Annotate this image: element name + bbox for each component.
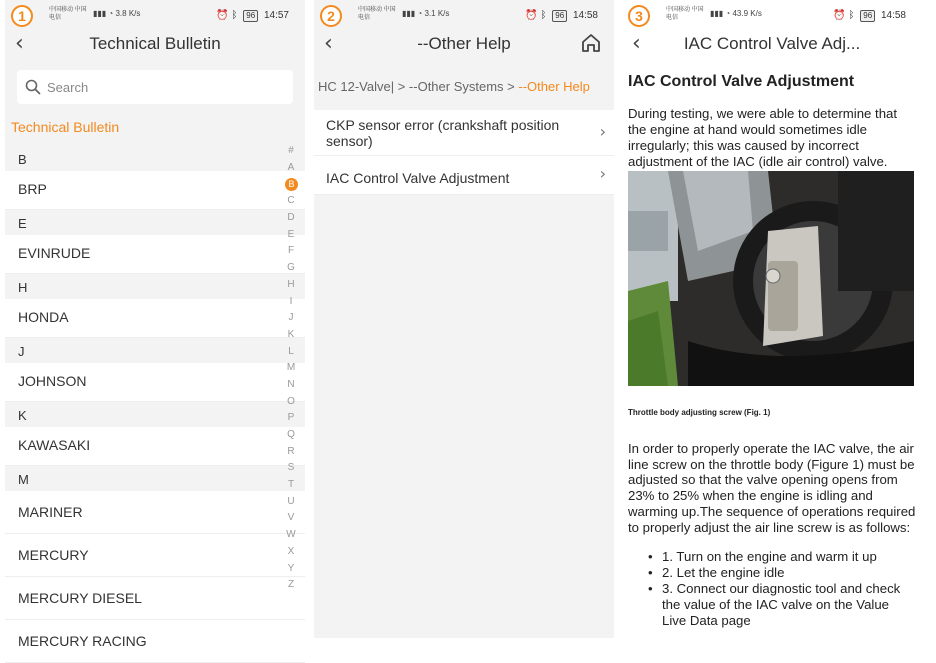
page-title: IAC Control Valve Adj... — [683, 34, 861, 53]
nav-bar — [622, 32, 922, 58]
help-item[interactable] — [314, 156, 614, 195]
article-body — [622, 60, 922, 629]
alphabet-letter[interactable]: Q — [287, 429, 295, 440]
alphabet-letter[interactable]: C — [287, 195, 295, 207]
group-header: M — [5, 466, 305, 491]
breadcrumb-path[interactable]: HC 12-Valve| > --Other Systems > — [318, 79, 519, 94]
group-header: K — [5, 402, 305, 427]
alarm-icon: ⏰ — [833, 10, 846, 21]
article-title: IAC Control Valve Adjustment — [628, 73, 855, 90]
brand-item[interactable]: HONDA — [5, 299, 305, 338]
brand-item[interactable]: MARINER — [5, 491, 305, 534]
status-bar — [622, 0, 922, 32]
clock-time: 14:57 — [263, 10, 289, 21]
clock-time: 14:58 — [880, 10, 906, 21]
alphabet-letter[interactable]: G — [287, 262, 295, 274]
status-bar — [5, 0, 305, 32]
carrier-text: 中国移动 中国电信 — [358, 7, 396, 21]
alphabet-letter[interactable]: Y — [287, 562, 295, 574]
help-item-label: CKP sensor error (crankshaft position sensor) — [326, 117, 560, 149]
alphabet-letter[interactable]: U — [287, 495, 295, 507]
brand-item[interactable]: MERCURY — [5, 534, 305, 577]
alphabet-letter[interactable]: V — [287, 512, 295, 524]
signal-speed — [93, 9, 140, 18]
back-arrow-icon[interactable]: ‹ — [632, 31, 641, 56]
brand-list — [5, 146, 305, 663]
alphabet-letter[interactable]: S — [287, 462, 295, 474]
group-header: E — [5, 210, 305, 235]
brand-item[interactable]: KAWASAKI — [5, 427, 305, 466]
carrier-text: 中国移动 中国电信 — [666, 7, 704, 21]
alphabet-letter[interactable]: I — [289, 295, 293, 307]
bluetooth-icon: ᛒ — [231, 10, 238, 21]
help-list — [314, 110, 614, 195]
search-placeholder: Search — [47, 80, 89, 95]
section-title: Technical Bulletin — [11, 119, 120, 135]
step-badge: 2 — [320, 5, 342, 27]
breadcrumb-current: --Other Help — [518, 79, 590, 94]
nav-bar — [5, 32, 305, 58]
alphabet-letter[interactable]: H — [287, 278, 295, 290]
alphabet-letter[interactable]: P — [287, 412, 295, 424]
search-input[interactable] — [17, 70, 293, 104]
clock-time: 14:58 — [572, 10, 598, 21]
alphabet-letter[interactable]: F — [287, 245, 295, 257]
throttle-body-photo — [628, 171, 914, 386]
alphabet-letter[interactable]: B — [285, 178, 298, 191]
alphabet-letter[interactable]: L — [288, 345, 294, 357]
bluetooth-icon: ᛒ — [848, 10, 855, 21]
back-arrow-icon[interactable]: ‹ — [15, 31, 24, 56]
status-bar — [314, 0, 614, 32]
network-speed: 3.1 K/s — [424, 9, 450, 18]
image-caption: Throttle body adjusting screw (Fig. 1) — [628, 407, 771, 417]
home-icon[interactable] — [580, 32, 602, 54]
alphabet-index[interactable] — [284, 143, 298, 594]
network-speed: 3.8 K/s — [115, 9, 141, 18]
alphabet-letter[interactable]: D — [287, 212, 295, 224]
signal-icon: ▮▮▮ ◔ — [93, 9, 116, 18]
throttle-body-image — [628, 171, 914, 386]
other-help-screen — [314, 0, 614, 638]
alphabet-letter[interactable]: Z — [287, 579, 295, 591]
alarm-icon: ⏰ — [525, 10, 538, 21]
search-icon — [25, 79, 41, 95]
brand-item[interactable]: JOHNSON — [5, 363, 305, 402]
alarm-icon: ⏰ — [216, 10, 229, 21]
procedure-step: • 2. Let the engine idle — [648, 565, 916, 581]
procedure-step: • 3. Connect our diagnostic tool and check the value of the IAC valve on the Value Live Data page — [648, 581, 916, 629]
alphabet-letter[interactable]: W — [286, 529, 296, 541]
brand-item[interactable]: BRP — [5, 171, 305, 210]
step-badge: 3 — [628, 5, 650, 27]
alphabet-letter[interactable]: J — [288, 312, 294, 324]
alphabet-letter[interactable]: # — [288, 145, 294, 156]
brand-item[interactable]: MERCURY DIESEL — [5, 577, 305, 620]
group-header: B — [5, 146, 305, 171]
back-arrow-icon[interactable]: ‹ — [324, 31, 333, 56]
technical-bulletin-screen — [5, 0, 305, 649]
battery-level: 96 — [860, 10, 875, 22]
status-right — [216, 10, 289, 22]
alphabet-letter[interactable]: O — [287, 395, 295, 407]
signal-speed — [710, 9, 762, 18]
chevron-right-icon: › — [599, 121, 606, 141]
help-item[interactable] — [314, 110, 614, 156]
battery-level: 96 — [243, 10, 258, 22]
status-right — [525, 10, 598, 22]
bluetooth-icon: ᛒ — [540, 10, 547, 21]
article-paragraph-2: In order to properly operate the IAC valve, the air line screw on the throttle body (Figure 1) must be adjusted so that the valve opening opens from 23% to 25% when the engine is idling and warming up.The sequence of operations required to properly adjust the air line screw is as follows: — [628, 440, 916, 536]
network-speed: 43.9 K/s — [732, 9, 762, 18]
article-paragraph-1: During testing, we were able to determine that the engine at hand would sometimes idle irregularly; this was caused by incorrect adjustment of the IAC (idle air control) valve. — [628, 106, 898, 169]
page-title: Technical Bulletin — [89, 34, 221, 53]
alphabet-letter[interactable]: M — [286, 362, 296, 374]
alphabet-letter[interactable]: T — [287, 479, 295, 491]
help-item-label: IAC Control Valve Adjustment — [326, 170, 510, 186]
article-screen — [622, 0, 922, 638]
alphabet-letter[interactable]: N — [287, 378, 295, 390]
chevron-right-icon: › — [599, 164, 606, 183]
carrier-text: 中国移动 中国电信 — [49, 7, 87, 21]
breadcrumb — [318, 79, 590, 94]
alphabet-letter[interactable]: R — [287, 445, 295, 457]
alphabet-letter[interactable]: K — [287, 328, 295, 340]
alphabet-letter[interactable]: A — [287, 161, 295, 173]
signal-icon: ▮▮▮ ◔ — [402, 9, 425, 18]
page-title: --Other Help — [417, 34, 511, 53]
brand-item[interactable]: EVINRUDE — [5, 235, 305, 274]
procedure-step: • 1. Turn on the engine and warm it up — [648, 549, 916, 565]
battery-level: 96 — [552, 10, 567, 22]
procedure-steps — [628, 549, 916, 629]
status-right — [833, 10, 906, 22]
alphabet-letter[interactable]: E — [287, 228, 295, 240]
group-header: J — [5, 338, 305, 363]
nav-bar — [314, 32, 614, 58]
group-header: H — [5, 274, 305, 299]
signal-icon: ▮▮▮ ◔ — [710, 9, 733, 18]
signal-speed — [402, 9, 449, 18]
alphabet-letter[interactable]: X — [287, 545, 295, 557]
step-badge: 1 — [11, 5, 33, 27]
brand-item[interactable]: MERCURY RACING — [5, 620, 305, 663]
